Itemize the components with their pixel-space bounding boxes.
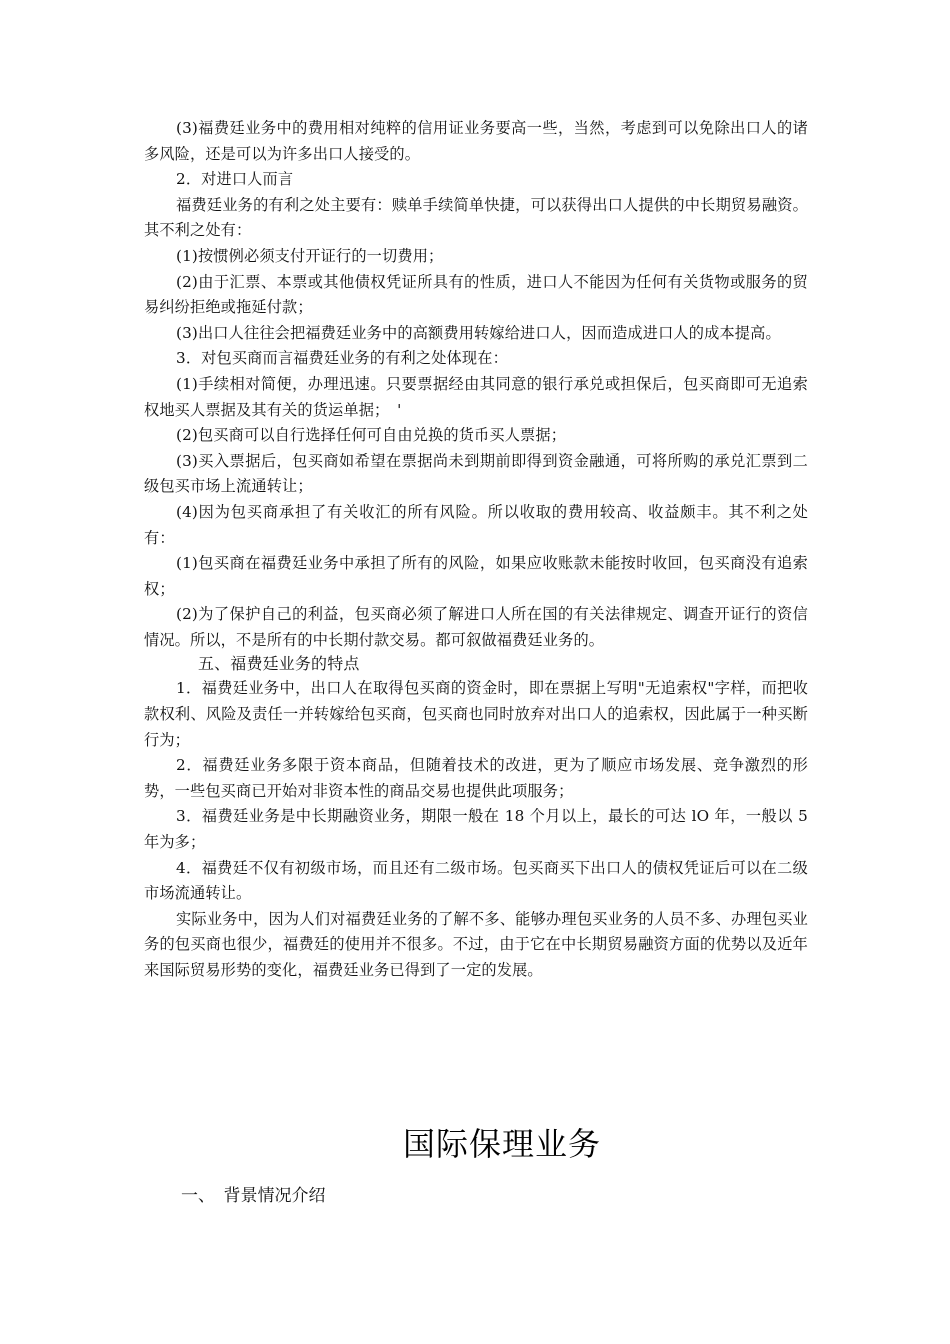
paragraph: (1)包买商在福费廷业务中承担了所有的风险，如果应收账款未能按时收回，包买商没有追索权； [144,554,808,598]
paragraph: (1)手续相对简便，办理迅速。只要票据经由其同意的银行承兑或担保后，包买商即可无追索权地买人票据及其有关的货运单据； ' [144,374,808,419]
summary-paragraph: 实际业务中，因为人们对福费廷业务的了解不多、能够办理包买业务的人员不多、办理包买业务的包买商也很少，福费廷的使用并不很多。不过，由于它在中长期贸易融资方面的优势以及近年来国际贸易形势的变化，福费廷业务已得到了一定的发展。 [144,909,808,979]
paragraph: (2)包买商可以自行选择任何可自由兑换的货币买人票据； [176,426,567,445]
feature-paragraph: 3．福费廷业务是中长期融资业务，期限一般在 18 个月以上，最长的可达 lO 年，一般以 5 年为多； [144,807,808,852]
section-heading: 一、 背景情况介绍 [181,1186,326,1206]
paragraph: (4)因为包买商承担了有关收汇的所有风险。所以收取的费用较高、收益颇丰。其不利之处有： [144,502,808,547]
body-text [144,116,808,984]
paragraph: (2)由于汇票、本票或其他债权凭证所具有的性质，进口人不能因为任何有关货物或服务的贸易纠纷拒绝或拖延付款； [144,272,808,317]
paragraph: 福费廷业务的有利之处主要有：赎单手续简单快捷，可以获得出口人提供的中长期贸易融资。其不利之处有： [144,195,808,240]
paragraph: (3)出口人往往会把福费廷业务中的高额费用转嫁给进口人，因而造成进口人的成本提高。 [176,323,781,342]
feature-paragraph: 4．福费廷不仅有初级市场，而且还有二级市场。包买商买下出口人的债权凭证后可以在二级市场流通转让。 [144,858,808,903]
paragraph: (3)买入票据后，包买商如希望在票据尚未到期前即得到资金融通，可将所购的承兑汇票到二级包买市场上流通转让； [144,451,808,496]
paragraph: 3．对包买商而言福费廷业务的有利之处体现在： [176,349,508,368]
feature-paragraph: 2．福费廷业务多限于资本商品，但随着技术的改进，更为了顺应市场发展、竞争激烈的形势，一些包买商已开始对非资本性的商品交易也提供此项服务； [144,756,808,800]
paragraph: (1)按惯例必须支付开证行的一切费用； [176,246,444,265]
feature-paragraph: 1．福费廷业务中，出口人在取得包买商的资金时，即在票据上写明"无追索权"字样，而把收款权利、风险及责任一并转嫁给包买商，包买商也同时放弃对出口人的追索权，因此属于一种买断行为； [144,679,808,749]
paragraph: (2)为了保护自己的利益，包买商必须了解进口人所在国的有关法律规定、调查开证行的资信情况。所以，不是所有的中长期付款交易。都可叙做福费廷业务的。 [144,605,808,649]
paragraph: (3)福费廷业务中的费用相对纯粹的信用证业务要高一些，当然，考虑到可以免除出口人的诸多风险，还是可以为许多出口人接受的。 [144,119,808,163]
section-subheading: 五、福费廷业务的特点 [198,654,360,674]
chapter-title: 国际保理业务 [402,1125,601,1163]
paragraph: 2．对进口人而言 [176,170,294,189]
